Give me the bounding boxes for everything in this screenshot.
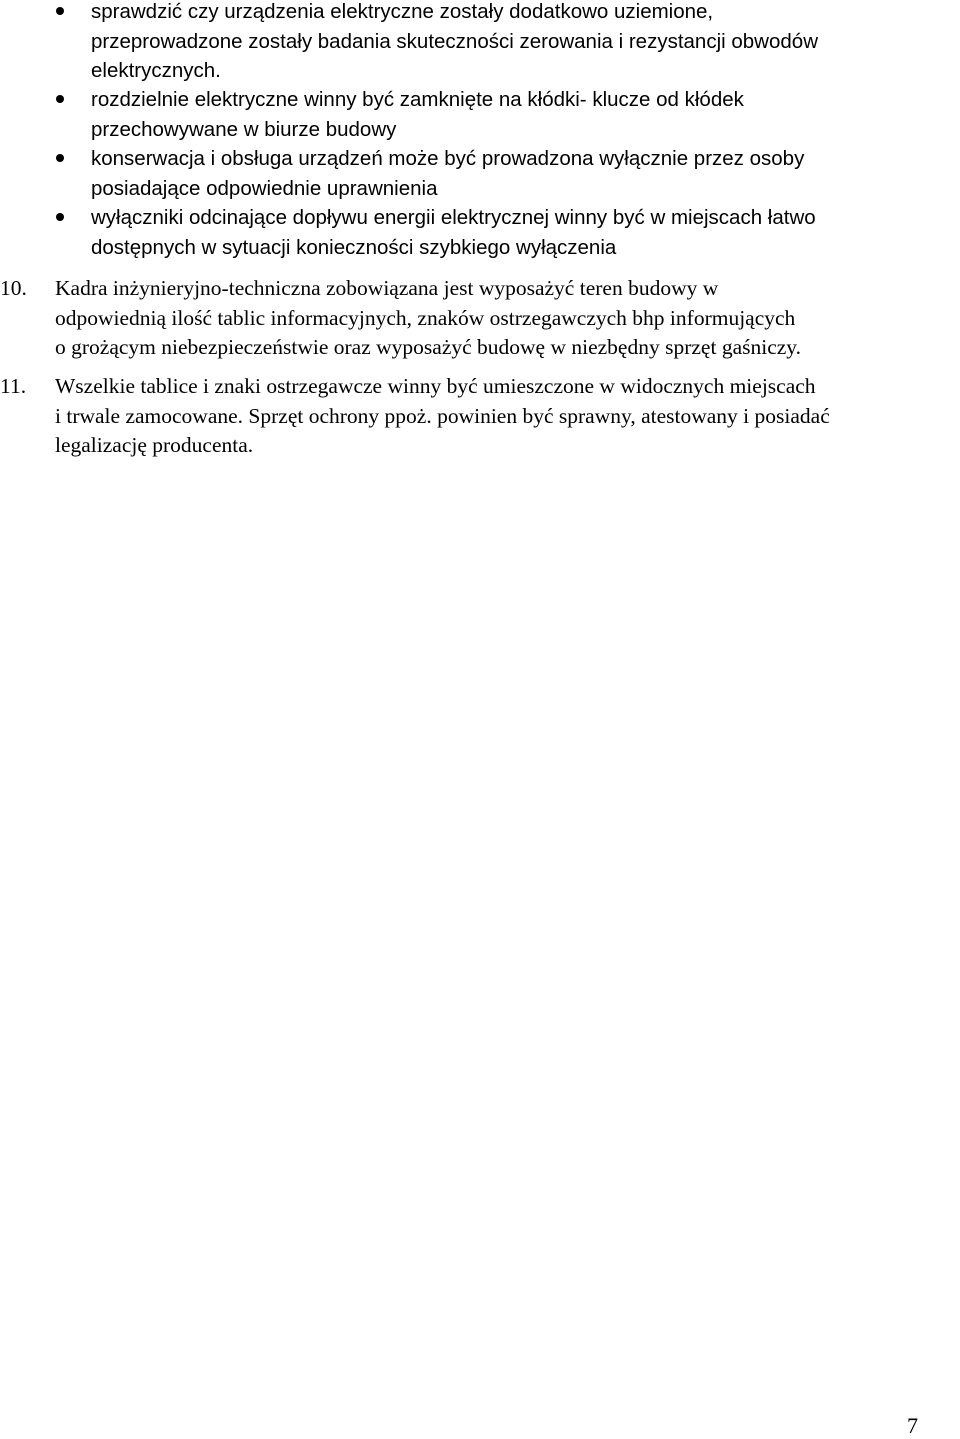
bullet-icon [56, 7, 64, 15]
bullet-item [0, 144, 931, 203]
item-line: i trwale zamocowane. Sprzęt ochrony ppoż. powinien być sprawny, atestowany i posiadać [55, 403, 830, 428]
bullet-item [0, 203, 931, 262]
bullet-line: wyłączniki odcinające dopływu energii elektrycznej winny być w miejscach łatwo [91, 206, 816, 229]
item-line: odpowiednią ilość tablic informacyjnych, znaków ostrzegawczych bhp informujących [55, 305, 796, 330]
bullet-line: przeprowadzone zostały badania skuteczności zerowania i rezystancji obwodów [91, 29, 818, 53]
item-line: o grożącym niebezpieczeństwie oraz wyposażyć budowę w niezbędny sprzęt gaśniczy. [55, 335, 802, 359]
bullet-line: dostępnych w sytuacji konieczności szybkiego wyłączenia [91, 235, 617, 259]
bullet-line: elektrycznych. [91, 59, 221, 82]
item-number: 10. [0, 276, 27, 300]
bullet-icon [56, 95, 64, 103]
bullet-line: konserwacja i obsługa urządzeń może być prowadzona wyłącznie przez osoby [91, 147, 805, 170]
bullet-item [0, 85, 931, 144]
item-number: 11. [0, 374, 27, 398]
bullet-line: posiadające odpowiednie uprawnienia [91, 176, 438, 200]
item-text [55, 372, 830, 461]
bullet-line: przechowywane w biurze budowy [91, 117, 397, 141]
item-line: legalizację producenta. [55, 433, 254, 457]
item-line: Wszelkie tablice i znaki ostrzegawcze winny być umieszczone w widocznych miejscach [55, 374, 816, 398]
item-text [55, 274, 801, 363]
bullet-line: rozdzielnie elektryczne winny być zamknięte na kłódki- klucze od kłódek [91, 88, 744, 111]
bullet-item [0, 0, 931, 86]
item-line: Kadra inżynieryjno-techniczna zobowiązana jest wyposażyć teren budowy w [55, 276, 719, 300]
bullet-icon [56, 213, 64, 221]
bullet-icon [56, 154, 64, 162]
bullet-line: sprawdzić czy urządzenia elektryczne zostały dodatkowo uziemione, [91, 0, 714, 23]
page-number: 7 [907, 1413, 918, 1438]
